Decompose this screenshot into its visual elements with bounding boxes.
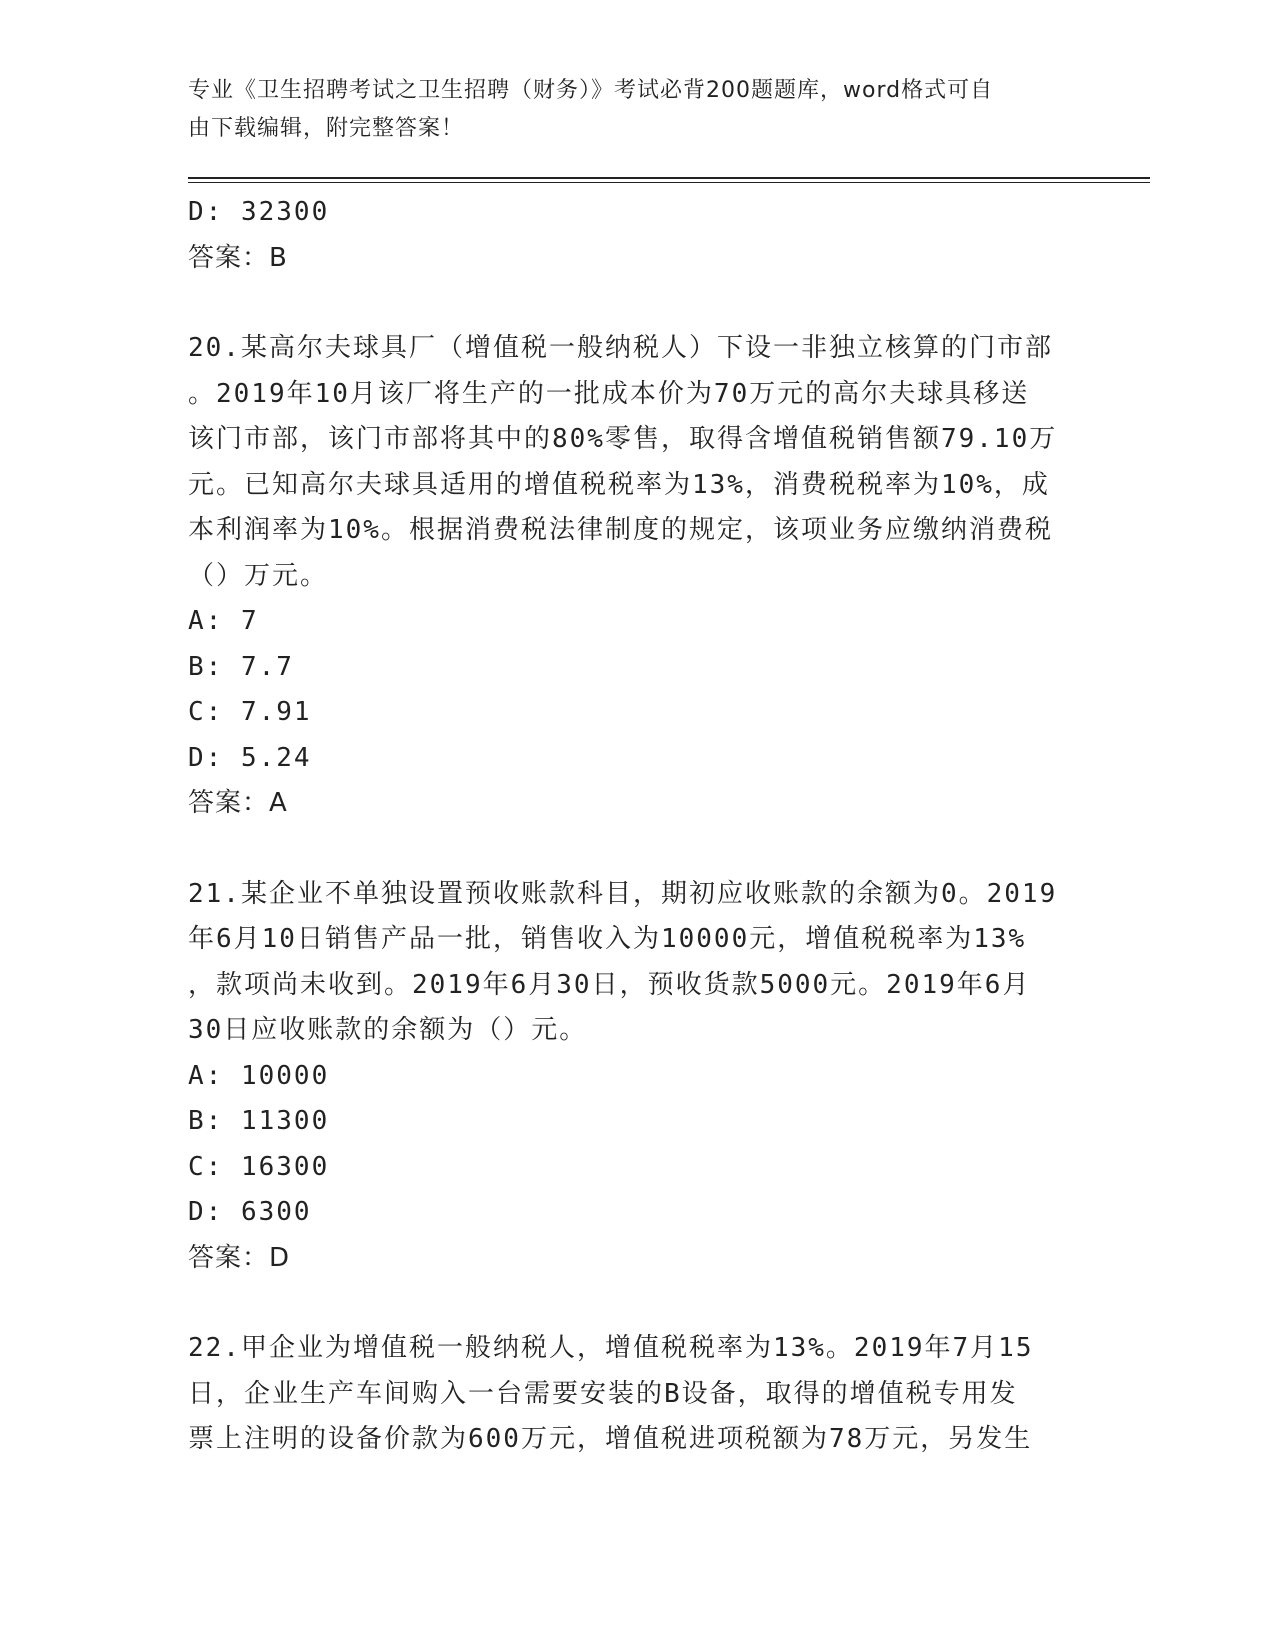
option-a: A: 10000 (188, 1060, 330, 1091)
question-text-line: 票上注明的设备价款为600万元，增值税进项税额为78万元，另发生 (188, 1424, 1033, 1454)
document-header (188, 72, 1068, 148)
question-text-line: 。2019年10月该厂将生产的一批成本价为70万元的高尔夫球具移送 (188, 378, 1030, 409)
option-d: D: 5.24 (188, 742, 312, 773)
header-divider-thick (188, 177, 1150, 179)
answer-line: 答案：D (188, 1242, 291, 1273)
option-b: B: 11300 (188, 1106, 330, 1136)
question-21 (188, 872, 1088, 1282)
answer-line: 答案：B (188, 242, 288, 273)
option-d: D: 6300 (188, 1197, 312, 1227)
question-text-line: 21.某企业不单独设置预收账款科目，期初应收账款的余额为0。2019 (188, 878, 1058, 909)
option-c: C: 7.91 (188, 697, 312, 727)
option-c: C: 16300 (188, 1151, 330, 1182)
question-text-line: 年6月10日销售产品一批，销售收入为10000元，增值税税率为13% (188, 924, 1027, 954)
question-text-line: 日，企业生产车间购入一台需要安装的B设备，取得的增值税专用发 (188, 1378, 1018, 1409)
answer-line: 答案：A (188, 788, 288, 818)
header-divider-thin (188, 182, 1150, 183)
option-b: B: 7.7 (188, 651, 294, 682)
question-text-line: ，款项尚未收到。2019年6月30日，预收货款5000元。2019年6月 (188, 969, 1031, 1000)
header-line-1: 专业《卫生招聘考试之卫生招聘（财务）》考试必背200题题库，word格式可自 (188, 78, 994, 103)
question-text-line: （）万元。 (188, 560, 329, 591)
header-line-2: 由下载编辑，附完整答案！ (188, 116, 465, 141)
question-20 (188, 326, 1088, 827)
question-22 (188, 1326, 1088, 1463)
question-text-line: 本利润率为10%。根据消费税法律制度的规定，该项业务应缴纳消费税 (188, 515, 1053, 545)
question-text-line: 22.甲企业为增值税一般纳税人，增值税税率为13%。2019年7月15 (188, 1333, 1034, 1363)
option-a: A: 7 (188, 606, 259, 636)
option-d: D: 32300 (188, 197, 330, 227)
question-content (188, 190, 1088, 1463)
question-text-line: 30日应收账款的余额为（）元。 (188, 1015, 588, 1045)
question-text-line: 该门市部，该门市部将其中的80%零售，取得含增值税销售额79.10万 (188, 424, 1058, 454)
question-text-line: 20.某高尔夫球具厂（增值税一般纳税人）下设一非独立核算的门市部 (188, 333, 1053, 363)
question-text-line: 元。已知高尔夫球具适用的增值税税率为13%，消费税税率为10%，成 (188, 469, 1050, 500)
